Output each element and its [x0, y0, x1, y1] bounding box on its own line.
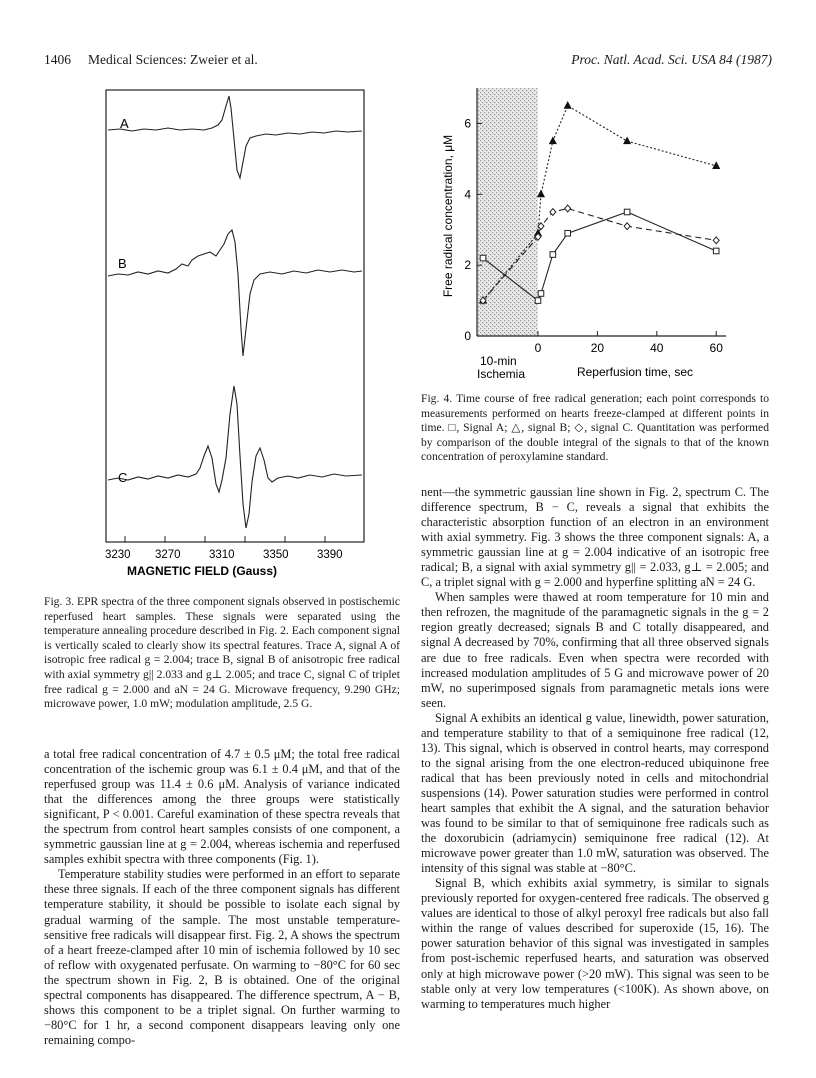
paragraph: When samples were thawed at room temperature for 10 min and then refrozen, the magnitude of the paramagnetic signals in the g = 2 region greatly decreased; signals B and C totally disappeared, and signal A decreased by 70%, confirming that all three observed signals are due to free radicals. Even when spectra were recorded with increased modulation amplitudes of 5 G and microwave power of 20 mW, no superimposed signals from paramagnetic metals ions were seen.: [421, 590, 769, 710]
data-point-signal-b: [713, 162, 720, 168]
fig3-caption: Fig. 3. EPR spectra of the three component signals observed in postischemic reperfused heart samples. These signals were separated using the temperature annealing procedure described in Fig. 2. Each component signal is vertically scaled to clearly show its spectral features. Trace A, signal A of isotropic free radical g = 2.004; trace B, signal B of anisotropic free radical with axial symmetry g|| 2.033 and g⊥ 2.005; and trace C, signal C of triplet free radical g = 2.000 and aN = 24 G. Microwave frequency, 9.290 GHz; microwave power, 1.0 mW; modulation amplitude, 2.5 G.: [44, 595, 400, 711]
fig4-y-tick-label: 0: [464, 329, 471, 343]
trace-b: [108, 230, 362, 356]
data-point-signal-a: [535, 298, 541, 304]
ischemia-shaded-region: [477, 88, 538, 336]
data-point-signal-a: [550, 252, 556, 258]
data-point-signal-a: [624, 209, 630, 215]
fig4-y-tick-label: 4: [464, 187, 471, 202]
paragraph: a total free radical concentration of 4.7 ± 0.5 μM; the total free radical concentration of the ischemic group was 6.1 ± 0.4 μM, and that of the reperfused group was 11.4 ± 0.6 μM. Analysis of variance indicated that the differences among the three groups were statistically significant, P < 0.001. Careful examination of these spectra reveals that the spectrum from control heart samples consists of one component, a symmetric gaussian line at g = 2.004, whereas ischemia and reperfused samples exhibit spectra with three components (Fig. 1).: [44, 747, 400, 867]
paragraph: Signal A exhibits an identical g value, linewidth, power saturation, and temperature stability to that of a semiquinone free radical (12, 13). This signal, which is observed in control hearts, may correspond to the signal arising from the one electron-reduced ubiquinone free radical that has been previously noted in cells and mitochondrial suspensions (14). Power saturation studies were performed in control heart samples that exhibit the A signal, and the saturation behavior was found to be similar to that of semiquinone free radicals such as the doxorubicin (adriamycin) semiquinone free radical (12). At microwave power greater than 1.0 mW, saturation was observed. The intensity of this signal was stable at −80°C.: [421, 710, 769, 876]
trace-label-a: A: [120, 116, 129, 131]
data-point-signal-a: [713, 248, 719, 254]
fig3-x-axis-label: MAGNETIC FIELD (Gauss): [127, 564, 278, 578]
paragraph: Temperature stability studies were performed in an effort to separate these three signals. If each of the three component signals has different temperature stability, it should be possible to isolate each signal by gradual warming of the sample. The most unstable temperature-sensitive free radicals will disappear first. Fig. 2, A shows the spectrum of a heart freeze-clamped after 10 min of ischemia followed by 10 sec of reflow with oxygenated perfusate. On warming to −80°C for 60 sec the spectrum shown in Fig. 2, B is obtained. One of the original spectral components has disappeared. The difference spectrum, A − B, shows this component to be a triplet signal. On further warming to −80°C for 1 hr, a second component disappears leaving only one remaining compo-: [44, 867, 400, 1047]
fig3-x-tick-marks: [125, 536, 325, 542]
page-number: 1406: [44, 52, 71, 67]
fig3-epr-spectra: [100, 84, 378, 586]
trace-label-c: C: [118, 470, 128, 485]
paragraph: nent—the symmetric gaussian line shown in Fig. 2, spectrum C. The difference spectrum, B − C, reveals a signal that exhibits the characteristic absorption function of an electron in an environment with axial symmetry. Fig. 3 shows the three component signals: A, a symmetric gaussian line at g = 2.004 indicative of an isotropic free radical; B, a signal with axial symmetry g|| = 2.033, g⊥ = 2.005; and C, a triplet signal with g = 2.000 and hyperfine splitting aN = 24 G.: [421, 485, 769, 590]
fig4-y-axis-label: Free radical concentration, μM: [441, 134, 455, 298]
left-text-column: [44, 747, 400, 1048]
fig4-time-course-chart: [430, 82, 740, 382]
paragraph: Signal B, which exhibits axial symmetry, is similar to signals previously reported for oxygen-centered free radicals. The observed g values are identical to those of alkyl peroxyl free radicals but also fall within the range of values described for superoxide (15, 16). The power saturation behavior of this signal was investigated in samples from post-ischemic reperfused hearts, and saturation was observed only at high microwave power (>20 mW). This signal was seen to be stable only at very low temperatures (<100K). As shown above, on warming to temperatures much higher: [421, 876, 769, 1011]
data-point-signal-b: [538, 190, 545, 196]
ischemia-label-line2: Ischemia: [476, 367, 526, 381]
fig3-x-tick: 3230: [105, 549, 131, 561]
trace-label-b: B: [118, 256, 127, 271]
fig4-x-tick-label: 60: [709, 341, 723, 355]
data-point-signal-a: [538, 291, 544, 297]
trace-c: [108, 386, 362, 528]
fig4-y-tick-label: 2: [464, 258, 471, 273]
section-authors: Medical Sciences: Zweier et al.: [88, 52, 258, 67]
data-point-signal-c: [624, 223, 630, 230]
trace-a: [108, 96, 362, 178]
ischemia-label-line1: 10-min: [479, 354, 517, 368]
fig4-caption: Fig. 4. Time course of free radical generation; each point corresponds to measurements performed on hearts freeze-clamped at different points in time. □, Signal A; △, signal B; ◇, signal C. Quantitation was performed by comparison of the double integral of the signals to that of the known concentration of peroxylamine standard.: [421, 392, 769, 464]
fig3-x-tick: 3390: [317, 549, 343, 561]
fig4-y-tick-label: 6: [464, 116, 471, 131]
data-point-signal-b: [564, 102, 571, 108]
fig4-x-tick-label: 20: [590, 341, 605, 355]
data-point-signal-c: [713, 237, 719, 244]
fig3-x-tick: 3270: [155, 549, 181, 561]
right-text-column: [421, 485, 769, 1012]
data-point-signal-a: [565, 230, 571, 236]
data-point-signal-b: [624, 137, 631, 143]
journal-citation: Proc. Natl. Acad. Sci. USA 84 (1987): [571, 52, 772, 67]
fig4-x-tick-label: 40: [650, 341, 664, 355]
fig3-x-tick: 3310: [209, 549, 235, 561]
fig4-x-tick-label: 0: [534, 341, 542, 355]
data-point-signal-c: [565, 205, 571, 212]
data-point-signal-b: [549, 137, 556, 143]
data-point-signal-a: [480, 255, 486, 261]
fig3-x-tick: 3350: [263, 549, 289, 561]
fig3-frame: [106, 90, 364, 542]
fig4-x-extra-label: [477, 354, 525, 381]
fig4-x-axis-label: Reperfusion time, sec: [576, 365, 694, 379]
